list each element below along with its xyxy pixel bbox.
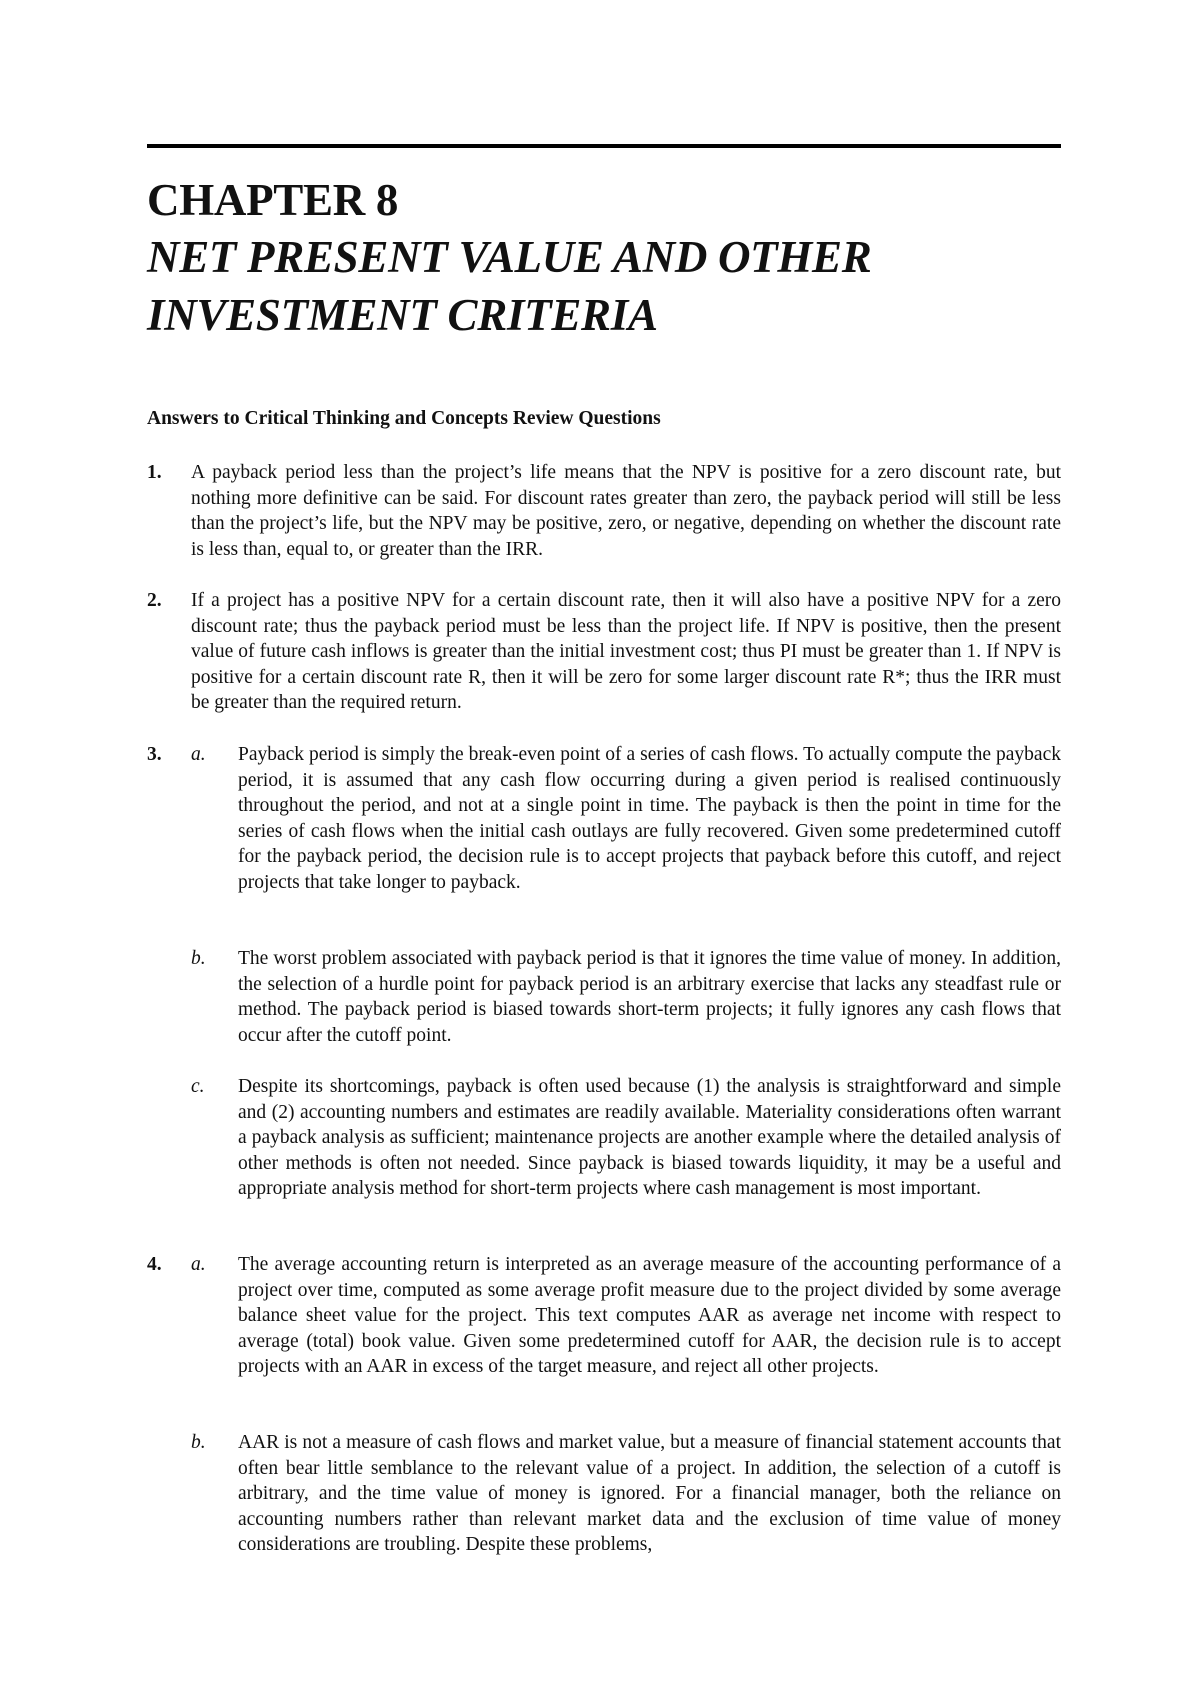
question-number: 4.	[147, 1254, 162, 1275]
question-3-part-a	[191, 742, 1061, 895]
chapter-title-line: NET PRESENT VALUE AND OTHER	[147, 232, 872, 282]
question-3-part-c	[191, 1074, 1061, 1202]
chapter-label: CHAPTER 8	[147, 175, 399, 225]
question-number: 2.	[147, 590, 162, 611]
chapter-title	[147, 228, 1061, 344]
part-label: a.	[191, 744, 206, 765]
part-text: AAR is not a measure of cash flows and market value, but a measure of financial statement accounts that often bear little semblance to the relevant value of a project. In addition, the selection of a cutoff is arbitrary, and the time value of money is ignored. For a financial manager, both the reliance on accounting numbers rather than relevant market data and the exclusion of time value of money considerations are troubling. Despite these problems,	[238, 1432, 1061, 1555]
question-1	[147, 460, 1061, 562]
top-rule	[147, 144, 1061, 148]
question-text: If a project has a positive NPV for a certain discount rate, then it will also have a positive NPV for a zero discount rate; thus the payback period must be less than the project life. If NPV is positive, then the present value of future cash inflows is greater than the initial investment cost; thus PI must be greater than 1. If NPV is positive for a certain discount rate R, then it will be zero for some larger discount rate R*; thus the IRR must be greater than the required return.	[191, 590, 1061, 713]
part-label: c.	[191, 1076, 205, 1097]
question-number: 1.	[147, 462, 162, 483]
part-text: The worst problem associated with payback period is that it ignores the time value of money. In addition, the selection of a hurdle point for payback period is an arbitrary exercise that lacks any steadfast rule or method. The payback period is biased towards short-term projects; it fully ignores any cash flows that occur after the cutoff point.	[238, 948, 1061, 1046]
part-label: b.	[191, 948, 206, 969]
part-text: Despite its shortcomings, payback is often used because (1) the analysis is straightforward and simple and (2) accounting numbers and estimates are readily available. Materiality considerations often warrant a payback analysis as sufficient; maintenance projects are another example where the detailed analysis of other methods is often not needed. Since payback is biased towards liquidity, it may be a useful and appropriate analysis method for short-term projects where cash management is most important.	[238, 1076, 1061, 1199]
question-3-part-b	[191, 946, 1061, 1048]
document-page	[147, 0, 1061, 1698]
question-number: 3.	[147, 744, 162, 765]
question-text: A payback period less than the project’s life means that the NPV is positive for a zero discount rate, but nothing more definitive can be said. For discount rates greater than zero, the payback period will still be less than the project’s life, but the NPV may be positive, zero, or negative, depending on whether the discount rate is less than, equal to, or greater than the IRR.	[191, 462, 1061, 560]
question-2	[147, 588, 1061, 716]
part-text: Payback period is simply the break-even point of a series of cash flows. To actually compute the payback period, it is assumed that any cash flow occurring during a given period is realised continuously throughout the period, and not at a single point in time. The payback is then the point in time for the series of cash flows when the initial cash outlays are fully recovered. Given some predetermined cutoff for the payback period, the decision rule is to accept projects that payback before this cutoff, and reject projects that take longer to payback.	[238, 744, 1061, 893]
part-text: The average accounting return is interpreted as an average measure of the accounting performance of a project over time, computed as some average profit measure due to the project divided by some average balance sheet value for the project. This text computes AAR as average net income with respect to average (total) book value. Given some predetermined cutoff for AAR, the decision rule is to accept projects with an AAR in excess of the target measure, and reject all other projects.	[238, 1254, 1061, 1377]
section-heading: Answers to Critical Thinking and Concepts Review Questions	[147, 408, 661, 429]
part-label: b.	[191, 1432, 206, 1453]
part-label: a.	[191, 1254, 206, 1275]
question-4-part-a	[191, 1252, 1061, 1380]
chapter-title-line: INVESTMENT CRITERIA	[147, 290, 658, 340]
question-4-part-b	[191, 1430, 1061, 1558]
